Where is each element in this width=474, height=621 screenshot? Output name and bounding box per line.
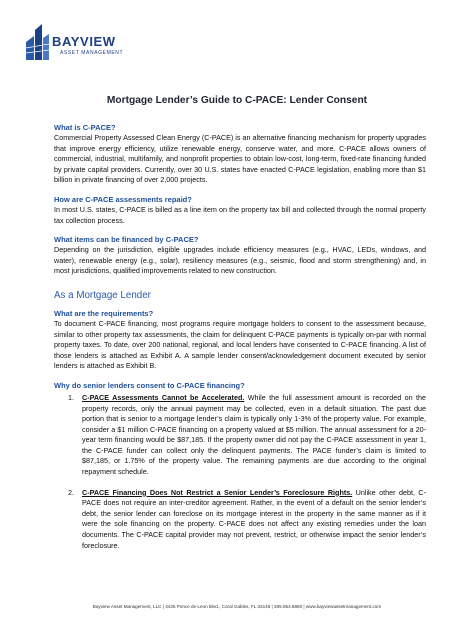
item-text: While the full assessment amount is recorded on the property records, only the annual payment may be collected, even in a default situation. The past due portion that is senior to a mortgage lender’s claim is typically only 1-3% of the property value. For example, consider a $1 million C-PACE financing on a property valued at $5 million. The annual assessment for a 20-year term financing would be $87,185. If the property owner did not pay the C-PACE assessment in year 1, the C-PACE funder can collect only the delinquent payments. The PACE funder’s claim is limited to $87,185, or 1.75% of the property value. The remaining payments are due according to the original repayment schedule. xyxy=(82,392,426,477)
section-heading: How are C-PACE assessments repaid? xyxy=(54,194,192,204)
page-footer: Bayview Asset Management, LLC | 4425 Ponce de Leon Blvd., Coral Gables, FL 33146 | 305.854.8880 | www.bayviewassetmanagement.com xyxy=(92,604,382,609)
logo-tagline: ASSET MANAGEMENT xyxy=(60,50,124,56)
section-items xyxy=(54,235,426,277)
document-body xyxy=(54,115,426,551)
item-body xyxy=(82,488,426,552)
item-lead: C-PACE Financing Does Not Restrict a Senior Lender’s Foreclosure Rights. xyxy=(82,487,353,497)
section-heading: What is C-PACE? xyxy=(54,123,116,132)
list-item xyxy=(54,393,426,478)
section-body: To document C-PACE financing, most programs require mortgage holders to consent to the assessment because, similar to other property tax assessments, the claim for delinquent C-PACE payments is typically on-par with normal property taxes. To date, over 200 national, regional, and local lenders have consented to C-PACE financing. A list of those lenders is attached as Exhibit A. A sample lender consent/acknowledgement document executed by senior lenders is attached as Exhibit B. xyxy=(54,318,426,371)
item-number: 2. xyxy=(68,487,74,497)
lender-heading: As a Mortgage Lender xyxy=(54,289,151,301)
section-body: Commercial Property Assessed Clean Energy (C-PACE) is an alternative financing mechanism for property upgrades that improve energy efficiency, utilize renewable energy, conserve water, and more. C-PACE allows owners of commercial, industrial, multifamily, and nonprofit properties to obtain low-cost, long-term, fixed-rate financing funded by private capital providers. Currently, over 30 U.S. states have enacted C-PACE legislation, enabling more than $1 billion in private financing of over 2,000 projects. xyxy=(54,133,426,185)
section-requirements xyxy=(54,309,426,372)
section-repaid xyxy=(54,195,426,226)
reasons-list xyxy=(54,393,426,551)
section-body: Depending on the jurisdiction, eligible upgrades include efficiency measures (e.g., HVAC, LEDs, windows, and water), renewable energy (e.g., solar), resiliency measures (e.g., seismic, flood and storm strengthening) and, in most jurisdictions, qualified improvements related to new construction. xyxy=(54,245,426,276)
item-lead: C-PACE Assessments Cannot be Accelerated. xyxy=(82,392,245,402)
section-heading: What are the requirements? xyxy=(54,308,154,318)
bayview-logo xyxy=(24,22,134,64)
page-title: Mortgage Lender’s Guide to C-PACE: Lender Consent xyxy=(106,95,368,106)
item-number: 1. xyxy=(68,392,74,402)
section-heading: What items can be financed by C-PACE? xyxy=(54,235,199,245)
list-item xyxy=(54,488,426,552)
section-heading: Why do senior lenders consent to C-PACE financing? xyxy=(54,380,245,390)
item-body xyxy=(82,393,426,478)
item-text: Unlike other debt, C-PACE does not require an inter-creditor agreement. Rather, in the event of a default on the senior lender’s debt, the senior lender can foreclose on its mortgage interest in the property in the same manner as if it were the sole financing on the property. C-PACE does not affect any existing remedies under the loan documents. The C-PACE capital provider may not prevent, restrict, or otherwise impact the senior lender’s foreclosure. xyxy=(82,487,426,550)
section-why xyxy=(54,381,426,551)
section-body: In most U.S. states, C-PACE is billed as a line item on the property tax bill and collected through the normal property tax collection process. xyxy=(54,204,426,225)
building-logo-icon xyxy=(24,22,54,62)
logo-brand: BAYVIEW xyxy=(52,34,116,49)
section-what-is xyxy=(54,123,426,186)
